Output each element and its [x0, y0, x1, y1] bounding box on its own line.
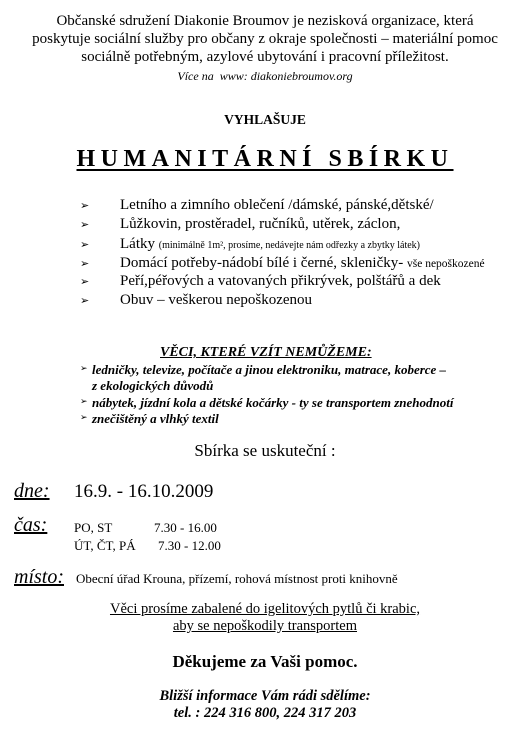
not-accepted-text: znečištěný a vlhký textil [92, 411, 219, 426]
intro-line-1: Občanské sdružení Diakonie Broumov je nezisková organizace, která [56, 13, 474, 29]
collect-item-text: Domácí potřeby-nádobí bílé i černé, skleničky- [120, 255, 404, 271]
website-label: Více na [177, 69, 214, 83]
arrow-bullet-icon: ➢ [80, 294, 90, 307]
not-accepted-continuation: z ekologických důvodů [92, 378, 214, 393]
not-accepted-text: ledničky, televize, počítače a jinou elektroniku, matrace, koberce – [92, 362, 447, 377]
event-title: Sbírka se uskuteční : [194, 441, 336, 460]
arrow-bullet-icon: ➢ [80, 275, 90, 288]
contact-line-1: Bližší informace Vám rádi sdělíme: [159, 688, 371, 704]
arrow-bullet-icon: ➢ [80, 257, 90, 270]
collect-item-text: Látky [120, 236, 155, 252]
arrow-bullet-icon: ➢ [80, 199, 90, 212]
arrow-bullet-icon: ➢ [80, 364, 88, 374]
arrow-bullet-icon: ➢ [80, 238, 90, 251]
headline: HUMANITÁRNÍ SBÍRKU [76, 146, 454, 172]
not-accepted-text: nábytek, jízdní kola a dětské kočárky - ty se transportem znehodnotí [92, 395, 454, 410]
announce-text: VYHLAŠUJE [224, 112, 306, 127]
thanks-text: Děkujeme za Vaši pomoc. [172, 652, 358, 671]
collect-item-note: (minimálně 1m², prosíme, nedávejte nám odřezky a zbytky látek) [158, 240, 420, 251]
arrow-bullet-icon: ➢ [80, 413, 88, 423]
packing-line-2: aby se nepoškodily transportem [172, 618, 358, 634]
time-label: čas: [14, 514, 48, 536]
packing-line-1: Věci prosíme zabalené do igelitových pytlů či krabic, [109, 601, 421, 617]
time-hours: 7.30 - 16.00 [154, 520, 217, 535]
contact-phone: tel. : 224 316 800, 224 317 203 [173, 705, 357, 721]
collect-item-text: Peří,péřových a vatovaných přikrývek, polštářů a dek [120, 273, 441, 289]
intro-line-3: sociálně potřebným, azylové ubytování i pracovní příležitost. [81, 49, 449, 65]
time-hours: 7.30 - 12.00 [158, 538, 221, 553]
collect-item-note: vše nepoškozené [407, 258, 485, 270]
place-value: Obecní úřad Krouna, přízemí, rohová místnost proti knihovně [76, 571, 398, 586]
time-days: ÚT, ČT, PÁ [74, 538, 136, 553]
arrow-bullet-icon: ➢ [80, 218, 90, 231]
not-accepted-heading: VĚCI, KTERÉ VZÍT NEMŮŽEME: [160, 345, 372, 360]
date-label: dne: [14, 480, 50, 502]
collect-item-text: Obuv – veškerou nepoškozenou [120, 292, 313, 308]
place-label: místo: [14, 566, 64, 588]
website-line [0, 69, 530, 84]
website-url: www: diakoniebroumov.org [219, 69, 353, 83]
intro-line-2: poskytuje sociální služby pro občany z okraje společnosti – materiální pomoc [32, 31, 498, 47]
collect-item-text: Letního a zimního oblečení /dámské, pánské,dětské/ [120, 197, 434, 213]
arrow-bullet-icon: ➢ [80, 397, 88, 407]
time-days: PO, ST [74, 520, 113, 535]
collect-item-text: Lůžkovin, prostěradel, ručníků, utěrek, záclon, [120, 216, 401, 232]
date-value: 16.9. - 16.10.2009 [74, 481, 214, 502]
